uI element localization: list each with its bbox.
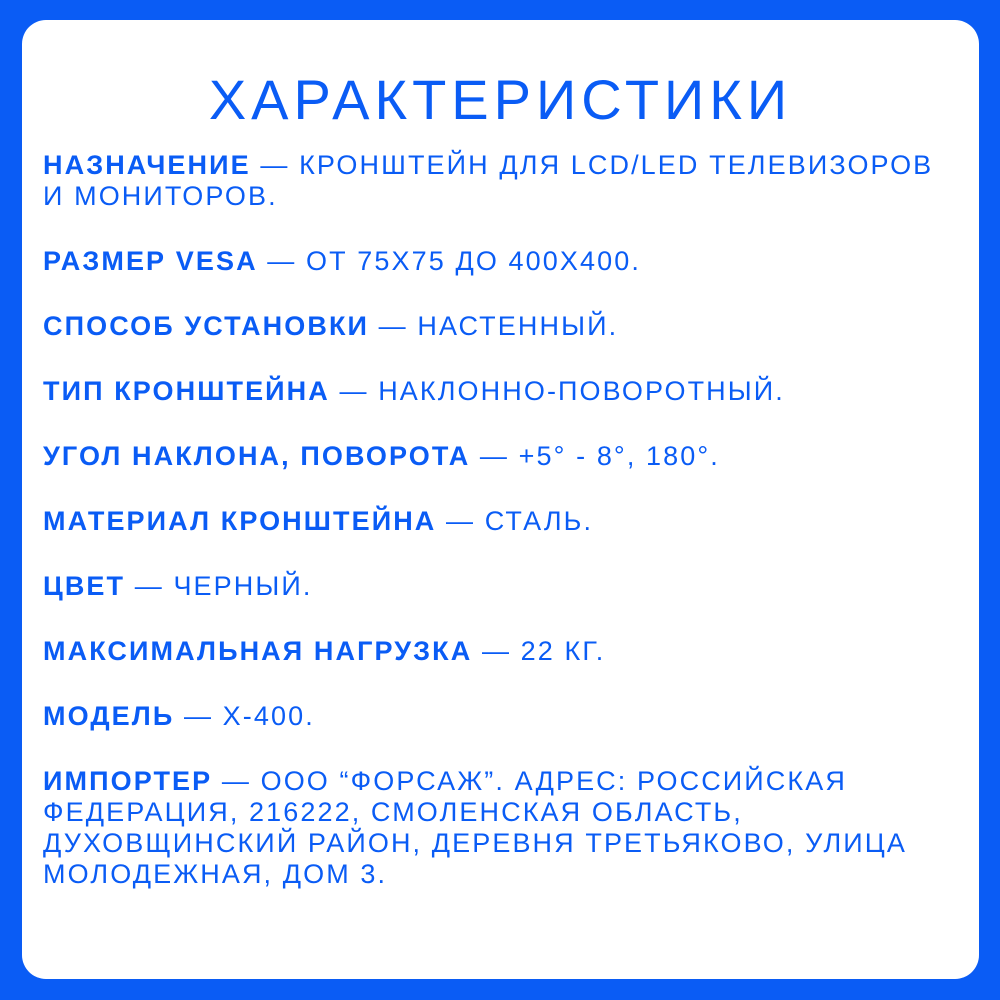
spec-value: НАКЛОННО-ПОВОРОТНЫЙ. (378, 376, 785, 406)
spec-value: +5° - 8°, 180°. (518, 441, 720, 471)
spec-value: КРОНШТЕЙН ДЛЯ LCD/LED ТЕЛЕВИЗОРОВ И МОНИТОРОВ. (43, 150, 934, 211)
spec-separator: — (257, 246, 306, 276)
spec-key: ТИП КРОНШТЕЙНА (43, 376, 330, 406)
spec-key: ЦВЕТ (43, 571, 126, 601)
spec-separator: — (472, 636, 521, 666)
spec-value: ООО “ФОРСАЖ”. АДРЕС: РОССИЙСКАЯ ФЕДЕРАЦИЯ, 216222, СМОЛЕНСКАЯ ОБЛАСТЬ, ДУХОВЩИНСКИЙ РАЙОН, ДЕРЕВНЯ ТРЕТЬЯКОВО, УЛИЦА МОЛОДЕЖНАЯ, ДОМ 3. (43, 766, 907, 889)
spec-value: 22 КГ. (520, 636, 606, 666)
spec-item-importer (43, 766, 948, 890)
spec-separator: — (369, 311, 418, 341)
spec-item-max-load (43, 636, 948, 667)
spec-key: МАТЕРИАЛ КРОНШТЕЙНА (43, 506, 437, 536)
spec-key: СПОСОБ УСТАНОВКИ (43, 311, 370, 341)
spec-separator: — (329, 376, 379, 406)
spec-separator: — (212, 766, 261, 796)
spec-item-color (43, 571, 948, 602)
specs-card (22, 20, 979, 979)
spec-value: НАСТЕННЫЙ. (417, 311, 619, 341)
spec-key: РАЗМЕР VESA (43, 246, 258, 276)
spec-item-angles (43, 441, 948, 472)
spec-value: X-400. (222, 701, 315, 731)
spec-key: МОДЕЛЬ (43, 701, 175, 731)
spec-separator: — (436, 506, 485, 536)
spec-item-vesa-size (43, 246, 948, 277)
spec-key: ИМПОРТЕР (43, 766, 213, 796)
spec-value: ЧЕРНЫЙ. (173, 571, 313, 601)
spec-key: МАКСИМАЛЬНАЯ НАГРУЗКА (43, 636, 473, 666)
spec-separator: — (125, 571, 174, 601)
page-title: ХАРАКТЕРИСТИКИ (208, 68, 793, 131)
spec-separator: — (250, 150, 300, 180)
spec-key: НАЗНАЧЕНИЕ (43, 150, 251, 180)
spec-item-mounting (43, 311, 948, 342)
spec-item-model (43, 701, 948, 732)
spec-list (43, 150, 948, 924)
spec-value: ОТ 75Х75 ДО 400Х400. (306, 246, 641, 276)
spec-item-bracket-type (43, 376, 948, 407)
spec-value: СТАЛЬ. (484, 506, 594, 536)
spec-item-material (43, 506, 948, 537)
spec-separator: — (174, 701, 223, 731)
spec-item-purpose (43, 150, 948, 212)
spec-key: УГОЛ НАКЛОНА, ПОВОРОТА (43, 441, 471, 471)
spec-separator: — (470, 441, 519, 471)
